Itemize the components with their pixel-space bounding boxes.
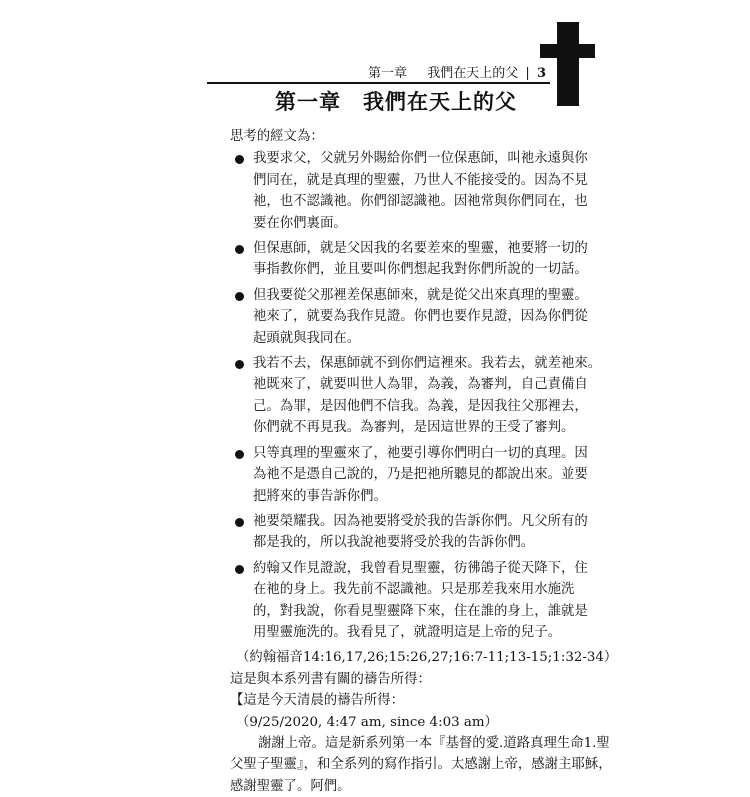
bullet-line: 在祂的身上。我先前不認識祂。只是那差我來用水施洗	[253, 582, 575, 598]
prayer-time: （9/25/2020, 4:47 am, since 4:03 am）	[236, 714, 498, 730]
bullet-line: 祂，也不認識祂。你們卻認識祂。因祂常與你們同在，也	[253, 194, 588, 210]
bullet-line: 們同在，就是真理的聖靈，乃世人不能接受的。因為不見	[253, 172, 588, 188]
bullet-line: 己。為罪，是因他們不信我。為義，是因我往父那裡去，	[253, 398, 588, 414]
bullet-line: 只等真理的聖靈來了，祂要引導你們明白一切的真理。因	[253, 445, 588, 461]
intro-label: 思考的經文為：	[230, 129, 324, 144]
bullet-dot-icon	[235, 292, 244, 301]
scripture-bullet	[230, 558, 600, 644]
header-chapter: 第一章	[367, 66, 407, 81]
bullet-line: 祂要榮耀我。因為祂要將受於我的告訴你們。凡父所有的	[253, 513, 588, 529]
header-rule	[207, 82, 550, 84]
prayer-intro: 這是與本系列書有關的禱告所得：	[230, 671, 431, 687]
scripture-bullet	[230, 511, 600, 554]
running-header	[300, 64, 546, 84]
body-text	[230, 126, 618, 797]
prayer-title: 【這是今天清晨的禱告所得：	[230, 693, 405, 709]
bullet-dot-icon	[235, 450, 244, 459]
bullet-line: 用聖靈施洗的。我看見了，就證明這是上帝的兒子。	[253, 624, 561, 640]
header-separator: |	[525, 66, 530, 81]
bullet-line: 我若不去，保惠師就不到你們這裡來。我若去，就差祂來。	[253, 356, 602, 372]
bullet-line: 祂既來了，就要叫世人為罪，為義，為審判，自己責備自	[253, 377, 588, 393]
closing-line: 謝謝上帝。這是新系列第一本『基督的愛.道路真理生命1.聖	[258, 735, 610, 751]
scripture-bullet	[230, 443, 600, 507]
bullet-dot-icon	[235, 518, 244, 527]
bullet-line: 我要求父，父就另外賜給你們一位保惠師，叫祂永遠與你	[253, 151, 588, 167]
bullet-line: 把將來的事告訴你們。	[253, 488, 387, 504]
closing-line: 父聖子聖靈』，和全系列的寫作指引。太感謝上帝，感謝主耶穌，	[230, 757, 612, 773]
bullet-line: 都是我的，所以我說祂要將受於我的告訴你們。	[253, 535, 535, 551]
bullet-dot-icon	[235, 360, 244, 369]
bullet-line: 祂來了，就要為我作見證。你們也要作見證，因為你們從	[253, 309, 588, 325]
scripture-bullet	[230, 238, 600, 281]
chapter-title: 第一章 我們在天上的父	[275, 90, 517, 114]
scripture-bullet	[230, 285, 600, 349]
bullet-line: 起頭就與我同在。	[253, 330, 361, 346]
bullet-line: 但保惠師，就是父因我的名要差來的聖靈，祂要將一切的	[253, 241, 588, 257]
bullet-line: 的，對我說，你看見聖靈降下來，住在誰的身上，誰就是	[253, 603, 588, 619]
scripture-bullet	[230, 353, 600, 439]
bullet-line: 你們就不再見我。為審判，是因這世界的王受了審判。	[253, 420, 575, 436]
page-number: 3	[536, 66, 546, 81]
closing-line: 感謝聖靈了。阿們。	[230, 778, 351, 794]
scripture-bullet	[230, 148, 600, 234]
bullet-line: 事指教你們，並且要叫你們想起我對你們所說的一切話。	[253, 262, 588, 278]
bullet-line: 約翰又作見證說，我曾看見聖靈，彷彿鴿子從天降下，住	[253, 560, 588, 576]
header-title: 我們在天上的父	[427, 66, 519, 81]
bullet-dot-icon	[235, 245, 244, 254]
scripture-reference: （約翰福音14:16,17,26;15:26,27;16:7-11;13-15;1:32-34）	[236, 650, 618, 666]
bullet-line: 但我要從父那裡差保惠師來，就是從父出來真理的聖靈。	[253, 287, 588, 303]
bullet-dot-icon	[235, 155, 244, 164]
bullet-dot-icon	[235, 565, 244, 574]
bullet-line: 要在你們裏面。	[253, 215, 347, 231]
bullet-line: 為祂不是憑自己說的，乃是把祂所聽見的都說出來。並要	[253, 467, 588, 483]
